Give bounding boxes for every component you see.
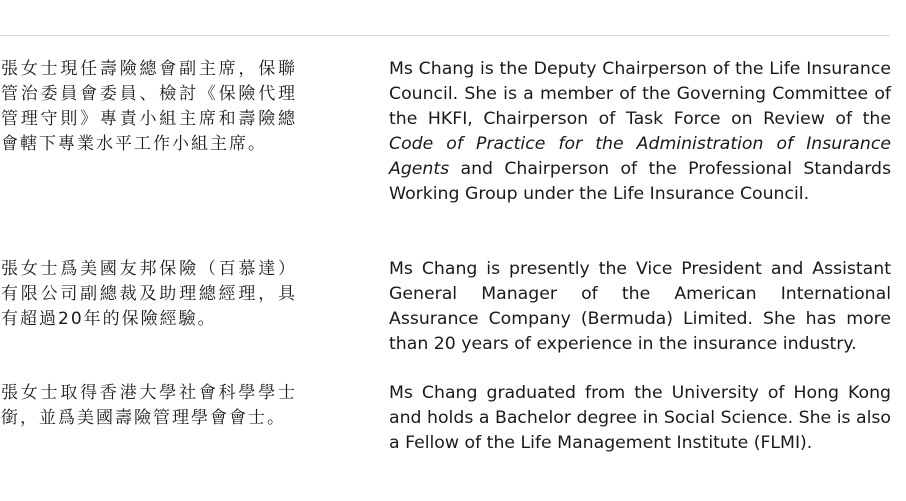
en-role-code-title: Code of Practice for the Administration of Insurance Agents — [389, 133, 891, 179]
zh-paragraph-role: 張女士現任壽險總會副主席，保聯管治委員會委員、檢討《保險代理管理守則》專責小組主席和壽險總會轄下專業水平工作小組主席。 — [1, 59, 297, 154]
en-paragraph-education: Ms Chang graduated from the University of Hong Kong and holds a Bachelor degree in Social Science. She is also a Fellow of the Life Management Institute (FLMI). — [389, 383, 891, 453]
zh-paragraph-position: 張女士爲美國友邦保險（百慕達）有限公司副總裁及助理總經理，具有超過20年的保險經驗。 — [1, 259, 297, 329]
top-divider — [0, 35, 890, 36]
en-paragraph-role — [389, 57, 891, 206]
en-role-text-2: and Chairperson of the Professional Standards Working Group under the Life Insurance Council. — [389, 158, 891, 204]
en-role-text-1: Ms Chang is the Deputy Chairperson of the Life Insurance Council. She is a member of the Governing Committee of the HKFI, Chairperson of Task Force on Review of the — [389, 59, 891, 129]
zh-paragraph-education: 張女士取得香港大學社會科學學士銜，並爲美國壽險管理學會會士。 — [1, 383, 297, 428]
en-paragraph-position: Ms Chang is presently the Vice President and Assistant General Manager of the American International Assurance Company (Bermuda) Limited. She has more than 20 years of experience in the insurance industry. — [389, 259, 891, 354]
